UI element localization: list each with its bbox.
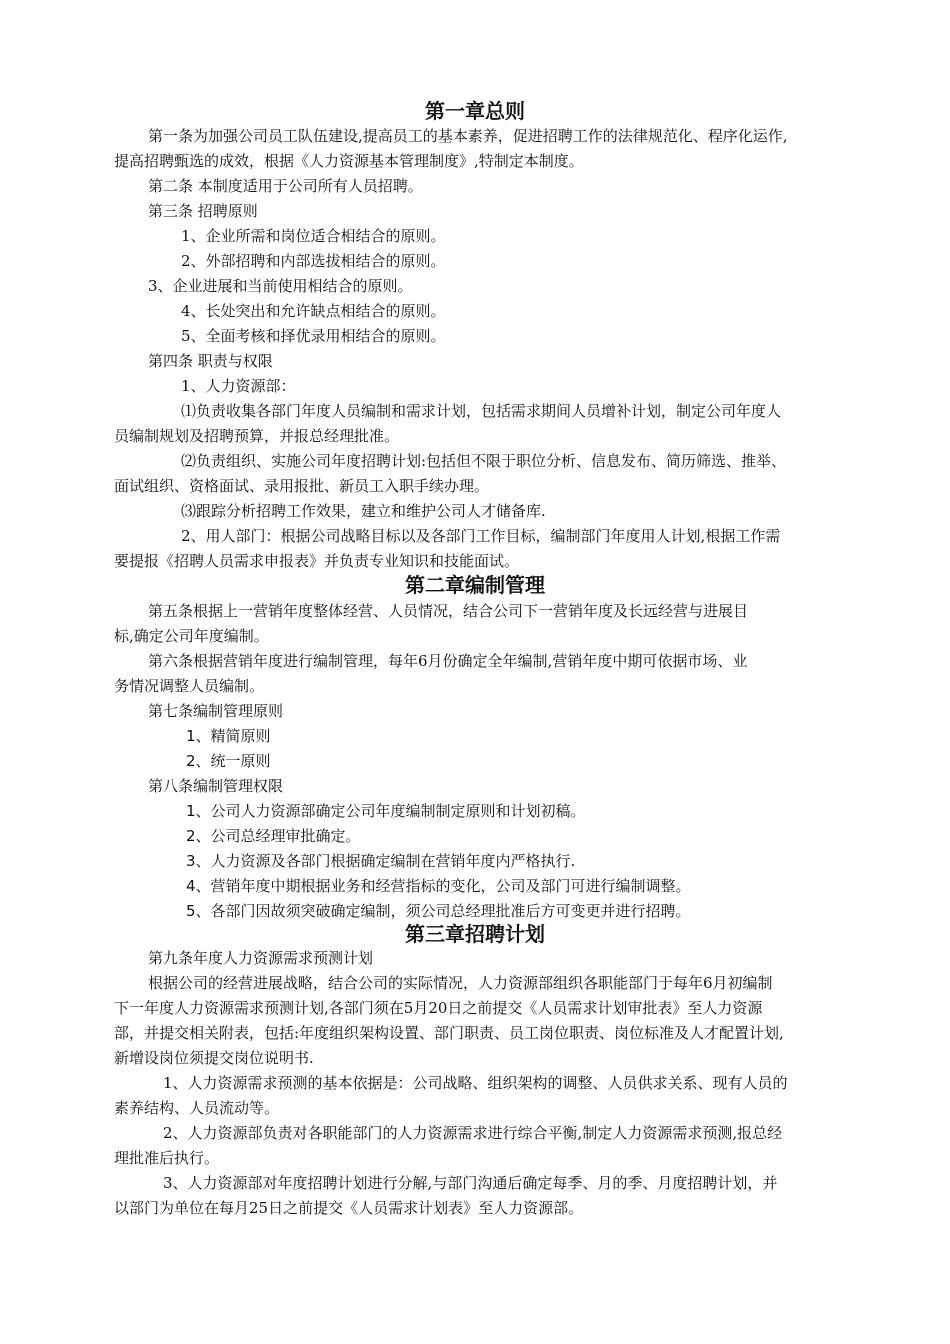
text-line: 第一条为加强公司员工队伍建设,提高员工的基本素养，促进招聘工作的法律规范化、程序化运作, xyxy=(148,127,788,145)
text-line: 1、企业所需和岗位适合相结合的原则。 xyxy=(181,227,446,245)
text-line: 3、企业进展和当前使用相结合的原则。 xyxy=(148,277,413,295)
text-line: 5、全面考核和择优录用相结合的原则。 xyxy=(181,327,446,345)
text-line: 第九条年度人力资源需求预测计划 xyxy=(148,949,374,967)
text-line: 2、公司总经理审批确定。 xyxy=(186,827,361,845)
text-line: 2、用人部门：根据公司战略目标以及各部门工作目标，编制部门年度用人计划,根据工作需 xyxy=(181,527,781,545)
text-line: 理批准后执行。 xyxy=(114,1149,220,1167)
text-line: 1、人力资源需求预测的基本依据是：公司战略、组织架构的调整、人员供求关系、现有人员的 xyxy=(163,1074,788,1092)
chapter-title: 第三章招聘计划 xyxy=(405,922,545,946)
text-line: 第六条根据营销年度进行编制管理，每年6月份确定全年编制,营销年度中期可依据市场、业 xyxy=(148,652,748,670)
text-line: 提高招聘甄选的成效，根据《人力资源基本管理制度》,特制定本制度。 xyxy=(114,152,584,170)
text-line: 第二条 本制度适用于公司所有人员招聘。 xyxy=(148,177,423,195)
text-line: 以部门为单位在每月25日之前提交《人员需求计划表》至人力资源部。 xyxy=(114,1199,584,1217)
text-line: 部，并提交相关附表，包括:年度组织架构设置、部门职责、员工岗位职责、岗位标准及人才配置计划, xyxy=(114,1024,784,1042)
text-line: ⑵负责组织、实施公司年度招聘计划:包括但不限于职位分析、信息发布、简历筛选、推举、 xyxy=(181,452,787,470)
text-line: 第七条编制管理原则 xyxy=(148,702,284,720)
text-line: 1、公司人力资源部确定公司年度编制制定原则和计划初稿。 xyxy=(186,802,586,820)
text-line: 1、人力资源部： xyxy=(181,377,296,395)
text-line: 务情况调整人员编制。 xyxy=(114,677,265,695)
text-line: 新增设岗位须提交岗位说明书. xyxy=(114,1049,314,1067)
text-line: 5、各部门因故须突破确定编制，须公司总经理批准后方可变更并进行招聘。 xyxy=(186,902,691,920)
text-line: 标,确定公司年度编制。 xyxy=(114,627,269,645)
text-line: 4、长处突出和允许缺点相结合的原则。 xyxy=(181,302,446,320)
text-line: 1、精简原则 xyxy=(186,727,271,745)
chapter-title: 第二章编制管理 xyxy=(405,573,545,597)
chapter-title: 第一章总则 xyxy=(425,99,525,123)
text-line: ⑴负责收集各部门年度人员编制和需求计划，包括需求期间人员增补计划，制定公司年度人 xyxy=(181,402,782,420)
text-line: 第五条根据上一营销年度整体经营、人员情况，结合公司下一营销年度及长远经营与进展目 xyxy=(148,602,749,620)
text-line: 2、人力资源部负责对各职能部门的人力资源需求进行综合平衡,制定人力资源需求预测,报总经 xyxy=(163,1124,783,1142)
text-line: 下一年度人力资源需求预测计划,各部门须在5月20日之前提交《人员需求计划审批表》至人力资源 xyxy=(114,999,763,1017)
text-line: 4、营销年度中期根据业务和经营指标的变化，公司及部门可进行编制调整。 xyxy=(186,877,691,895)
text-line: 素养结构、人员流动等。 xyxy=(114,1099,280,1117)
text-line: 3、人力资源部对年度招聘计划进行分解,与部门沟通后确定每季、月的季、月度招聘计划，并 xyxy=(163,1174,778,1192)
text-line: 第四条 职责与权限 xyxy=(148,352,273,370)
text-line: 2、统一原则 xyxy=(186,752,271,770)
text-line: 第三条 招聘原则 xyxy=(148,202,258,220)
text-line: 3、人力资源及各部门根据确定编制在营销年度内严格执行. xyxy=(186,852,576,870)
text-line: 要提报《招聘人员需求申报表》并负责专业知识和技能面试。 xyxy=(114,552,520,570)
text-line: 员编制规划及招聘预算，并报总经理批准。 xyxy=(114,427,400,445)
text-line: 第八条编制管理权限 xyxy=(148,777,284,795)
text-line: 根据公司的经营进展战略，结合公司的实际情况，人力资源部组织各职能部门于每年6月初编制 xyxy=(148,974,773,992)
text-line: 面试组织、资格面试、录用报批、新员工入职手续办理。 xyxy=(114,477,490,495)
text-line: ⑶跟踪分析招聘工作效果，建立和维护公司人才储备库. xyxy=(181,502,546,520)
text-line: 2、外部招聘和内部选拔相结合的原则。 xyxy=(181,252,446,270)
